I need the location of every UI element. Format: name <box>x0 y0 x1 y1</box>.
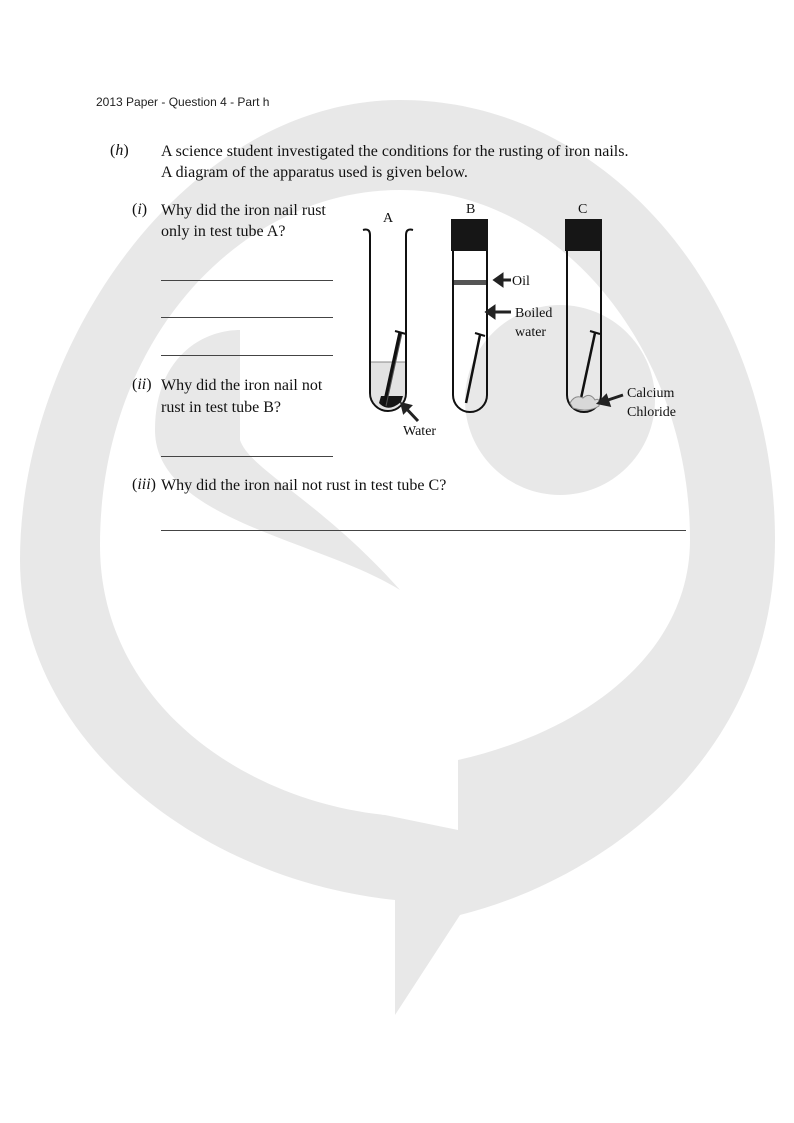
tube-b-stopper <box>451 219 488 251</box>
tube-label-c: C <box>578 202 588 217</box>
part-i-line2: only in test tube A? <box>161 223 286 240</box>
page-header: 2013 Paper - Question 4 - Part h <box>96 95 270 109</box>
tube-c-nail <box>580 333 595 403</box>
part-ii-line1: Why did the iron nail not <box>161 377 323 394</box>
calcium-chloride-label-1: Calcium <box>627 386 675 401</box>
question-intro-line2: A diagram of the apparatus used is given below. <box>161 164 468 181</box>
calcium-chloride-arrow <box>599 395 623 405</box>
answer-line[interactable] <box>161 355 333 356</box>
answer-line[interactable] <box>161 317 333 318</box>
test-tube-c <box>565 202 676 420</box>
answer-line[interactable] <box>161 280 333 281</box>
tube-label-b: B <box>466 202 476 217</box>
question-label: (h) <box>110 142 129 159</box>
test-tube-diagram <box>355 198 695 443</box>
answer-line[interactable] <box>161 456 333 457</box>
part-iii-label: (iii) <box>132 476 156 493</box>
oil-arrow <box>495 275 511 285</box>
boiled-water-label-1: Boiled <box>515 306 553 321</box>
oil-label: Oil <box>512 274 530 289</box>
tube-c-stopper <box>565 219 602 251</box>
question-intro-line1: A science student investigated the conditions for the rusting of iron nails. <box>161 143 629 160</box>
tube-label-a: A <box>383 211 394 226</box>
water-arrow <box>402 404 418 421</box>
boiled-water-arrow <box>487 307 511 317</box>
part-i-label: (i) <box>132 201 148 218</box>
part-ii-line2: rust in test tube B? <box>161 399 281 416</box>
calcium-chloride-lumps <box>570 395 599 410</box>
part-iii-line1: Why did the iron nail not rust in test tube C? <box>161 477 447 494</box>
test-tube-a <box>363 211 413 411</box>
boiled-water-label-2: water <box>515 325 547 340</box>
answer-line[interactable] <box>161 530 686 531</box>
tube-b-oil-layer <box>454 280 486 285</box>
water-label: Water <box>403 424 437 439</box>
calcium-chloride-label-2: Chloride <box>627 405 676 420</box>
test-tube-b <box>451 202 552 412</box>
part-ii-label: (ii) <box>132 376 152 393</box>
tube-b-nail <box>466 335 480 403</box>
part-i-line1: Why did the iron nail rust <box>161 202 326 219</box>
